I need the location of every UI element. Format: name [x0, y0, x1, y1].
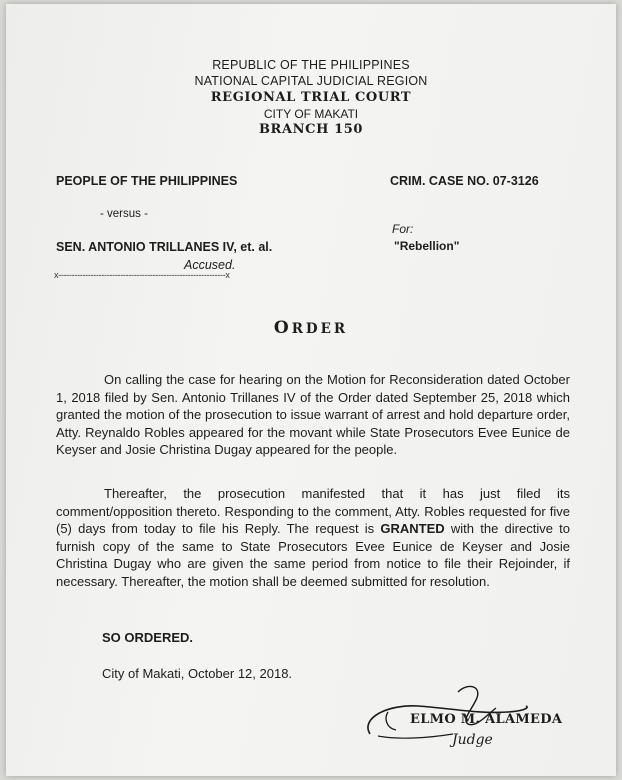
caption-separator: x--------------------------------------------------------------x — [54, 270, 230, 280]
case-number: CRIM. CASE NO. 07-3126 — [390, 174, 539, 188]
signatory-name: ELMO M. ALAMEDA — [410, 712, 563, 727]
signatory-title: Judge — [452, 732, 493, 748]
header-court: REGIONAL TRIAL COURT — [210, 90, 412, 105]
defendant-role: Accused. — [184, 258, 236, 272]
defendant-name: SEN. ANTONIO TRILLANES IV, et. al. — [56, 240, 273, 254]
versus-label: - versus - — [100, 208, 148, 220]
paragraph-thereafter-part1: Thereafter, the prosecution manifested that it has just filed its comment/opposition thereto. Responding to the comment, Atty. Robles requested for five (5) days from today to file his Reply. The request is — [56, 486, 570, 536]
granted-text: GRANTED — [380, 521, 445, 536]
header-branch: BRANCH 150 — [258, 122, 364, 137]
paragraph-thereafter-part2: with the directive to furnish copy of the same to State Prosecutors Evee Eunice de Keyser and Josie Christina Dugay who are given the same period from notice to file their Rejoinder, if necessary. Thereafter, the motion shall be deemed submitted for resolution. — [56, 521, 570, 589]
order-title-initial: O — [273, 318, 292, 338]
paragraph-hearing: On calling the case for hearing on the Motion for Reconsideration dated October 1, 2018 filed by Sen. Antonio Trillanes IV of the Order dated September 25, 2018 which granted the motion of the prosecution to issue warrant of arrest and hold departure order, Atty. Reynaldo Robles appeared for the movant while State Prosecutors Evee Eunice de Keyser and Josie Christina Dugay appeared for the people. — [56, 372, 570, 457]
header-republic: REPUBLIC OF THE PHILIPPINES — [212, 58, 410, 72]
order-title-rest: RDER — [291, 321, 349, 337]
place-and-date: City of Makati, October 12, 2018. — [102, 666, 293, 681]
document-page — [6, 4, 616, 776]
plaintiff-name: PEOPLE OF THE PHILIPPINES — [56, 174, 238, 188]
paragraph-thereafter — [56, 485, 570, 590]
for-label: For: — [392, 222, 414, 236]
offense-label: "Rebellion" — [394, 239, 460, 253]
so-ordered: SO ORDERED. — [102, 630, 194, 645]
header-city: CITY OF MAKATI — [263, 107, 359, 121]
header-region: NATIONAL CAPITAL JUDICIAL REGION — [194, 74, 428, 88]
order-title — [6, 318, 616, 338]
